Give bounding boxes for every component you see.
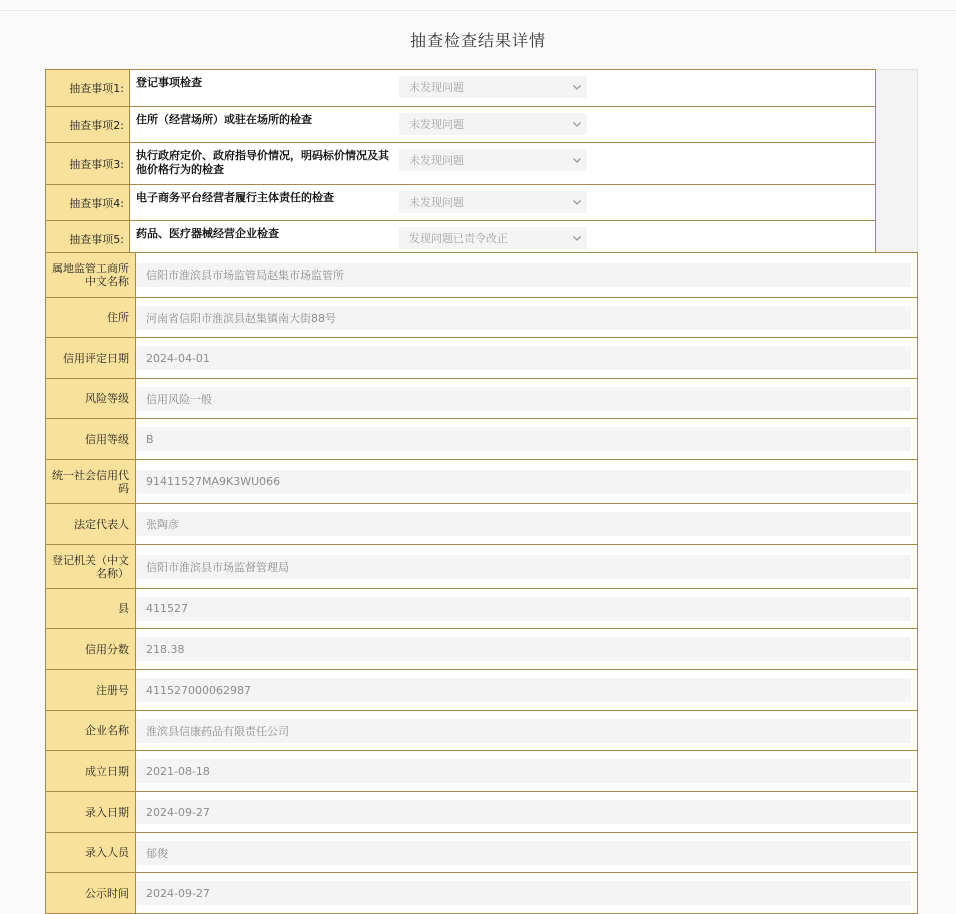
info-value-field[interactable]: 2024-04-01 bbox=[136, 346, 911, 370]
info-label: 录入日期 bbox=[46, 792, 136, 832]
info-row bbox=[45, 833, 918, 873]
check-items-table bbox=[45, 69, 876, 258]
chevron-down-icon bbox=[571, 81, 583, 93]
check-item-label: 抽查事项1: bbox=[46, 70, 130, 106]
info-row bbox=[45, 629, 918, 670]
info-label: 住所 bbox=[46, 298, 136, 337]
info-row bbox=[45, 338, 918, 379]
check-result-select[interactable] bbox=[399, 113, 587, 135]
info-label: 企业名称 bbox=[46, 711, 136, 750]
info-row bbox=[45, 252, 918, 298]
check-item-label: 抽查事项2: bbox=[46, 107, 130, 142]
info-value-field[interactable]: 2024-09-27 bbox=[136, 800, 911, 824]
info-label: 县 bbox=[46, 589, 136, 628]
info-value-field[interactable]: 郁俊 bbox=[136, 841, 911, 865]
info-row bbox=[45, 711, 918, 751]
info-row bbox=[45, 545, 918, 589]
check-result-select[interactable] bbox=[399, 149, 587, 171]
info-value-field[interactable]: 张陶彦 bbox=[136, 512, 911, 536]
info-row bbox=[45, 792, 918, 833]
info-label: 公示时间 bbox=[46, 873, 136, 913]
chevron-down-icon bbox=[571, 118, 583, 130]
info-value-field[interactable]: 91411527MA9K3WU066 bbox=[136, 470, 911, 494]
check-row bbox=[45, 143, 876, 185]
chevron-down-icon bbox=[571, 196, 583, 208]
info-row bbox=[45, 670, 918, 711]
check-result-value: 未发现问题 bbox=[409, 196, 464, 209]
check-result-value: 未发现问题 bbox=[409, 81, 464, 94]
info-value-field[interactable]: 信阳市淮滨县市场监管局赵集市场监管所 bbox=[136, 263, 911, 287]
check-item-name: 执行政府定价、政府指导价情况，明码标价情况及其他价格行为的检查 bbox=[136, 149, 389, 176]
info-label: 成立日期 bbox=[46, 751, 136, 791]
entity-info-table bbox=[45, 252, 918, 914]
check-result-select[interactable] bbox=[399, 227, 587, 249]
chevron-down-icon bbox=[571, 232, 583, 244]
top-divider bbox=[0, 10, 956, 11]
info-value-field[interactable]: 淮滨县信康药品有限责任公司 bbox=[136, 719, 911, 743]
check-result-value: 发现问题已责令改正 bbox=[409, 232, 508, 245]
check-item-name: 药品、医疗器械经营企业检查 bbox=[136, 227, 279, 240]
info-row bbox=[45, 419, 918, 460]
info-value-field[interactable]: 河南省信阳市淮滨县赵集镇南大街88号 bbox=[136, 306, 911, 330]
check-result-value: 未发现问题 bbox=[409, 154, 464, 167]
info-row bbox=[45, 589, 918, 629]
check-item-label: 抽查事项4: bbox=[46, 185, 130, 220]
info-label: 信用分数 bbox=[46, 629, 136, 669]
check-item-name: 电子商务平台经营者履行主体责任的检查 bbox=[136, 191, 334, 204]
info-label: 信用评定日期 bbox=[46, 338, 136, 378]
right-gutter-panel bbox=[876, 69, 918, 254]
info-label: 录入人员 bbox=[46, 833, 136, 872]
info-value-field[interactable]: 信用风险一般 bbox=[136, 387, 911, 411]
info-label: 信用等级 bbox=[46, 419, 136, 459]
info-value-field[interactable]: 218.38 bbox=[136, 637, 911, 661]
check-item-label: 抽查事项5: bbox=[46, 221, 130, 257]
info-value-field[interactable]: 2024-09-27 bbox=[136, 881, 911, 905]
check-result-select[interactable] bbox=[399, 191, 587, 213]
info-label: 法定代表人 bbox=[46, 504, 136, 544]
check-item-name: 住所（经营场所）或驻在场所的检查 bbox=[136, 113, 312, 126]
page-title: 抽查检查结果详情 bbox=[409, 31, 546, 50]
info-value-field[interactable]: 411527 bbox=[136, 597, 911, 621]
check-item-label: 抽查事项3: bbox=[46, 143, 130, 184]
info-label: 登记机关（中文名称） bbox=[46, 545, 136, 588]
check-item-name: 登记事项检查 bbox=[136, 76, 202, 89]
info-row bbox=[45, 298, 918, 338]
info-label: 风险等级 bbox=[46, 379, 136, 418]
info-row bbox=[45, 504, 918, 545]
info-value-field[interactable]: 2021-08-18 bbox=[136, 759, 911, 783]
info-row bbox=[45, 379, 918, 419]
chevron-down-icon bbox=[571, 154, 583, 166]
info-label: 统一社会信用代码 bbox=[46, 460, 136, 503]
check-row bbox=[45, 69, 876, 107]
info-value-field[interactable]: 411527000062987 bbox=[136, 678, 911, 702]
check-row bbox=[45, 107, 876, 143]
info-label: 属地监管工商所中文名称 bbox=[46, 253, 136, 297]
info-row bbox=[45, 460, 918, 504]
info-value-field[interactable]: B bbox=[136, 427, 911, 451]
check-result-value: 未发现问题 bbox=[409, 118, 464, 131]
info-value-field[interactable]: 信阳市淮滨县市场监督管理局 bbox=[136, 555, 911, 579]
check-result-select[interactable] bbox=[399, 76, 587, 98]
info-label: 注册号 bbox=[46, 670, 136, 710]
info-row bbox=[45, 751, 918, 792]
check-row bbox=[45, 185, 876, 221]
